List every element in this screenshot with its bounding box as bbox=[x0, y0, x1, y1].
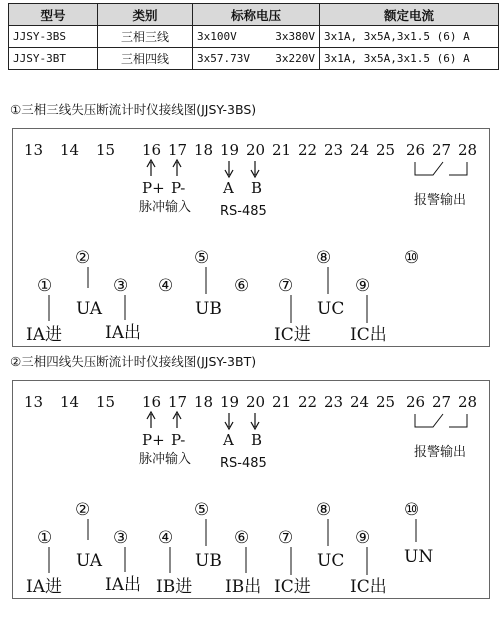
cell-category: 三相三线 bbox=[98, 26, 193, 48]
terminal-circle-6: ⑥ bbox=[234, 528, 250, 548]
terminal-circle-2: ② bbox=[75, 500, 91, 520]
arrow-up-icon bbox=[147, 412, 155, 428]
arrow-down-icon bbox=[251, 413, 259, 429]
terminal-19: 19 bbox=[220, 141, 240, 159]
terminal-circle-2: ② bbox=[75, 248, 91, 268]
pulse-minus-label: P- bbox=[171, 431, 186, 449]
arrow-down-icon bbox=[225, 161, 233, 177]
pulse-minus-label: P- bbox=[171, 179, 186, 197]
table-row bbox=[9, 26, 499, 48]
cell-model: JJSY-3BS bbox=[9, 26, 98, 48]
arrow-down-icon bbox=[251, 161, 259, 177]
terminal-circle-5: ⑤ bbox=[194, 248, 210, 268]
arrow-down-icon bbox=[225, 413, 233, 429]
rs485-b-label: B bbox=[251, 179, 263, 197]
label-ic-out: IC出 bbox=[350, 577, 387, 597]
terminal-circle-3: ③ bbox=[113, 276, 129, 296]
terminal-circle-1: ① bbox=[37, 276, 53, 296]
terminal-circle-7: ⑦ bbox=[278, 528, 294, 548]
terminal-15: 15 bbox=[96, 141, 116, 159]
arrow-up-icon bbox=[147, 160, 155, 176]
terminal-17: 17 bbox=[168, 141, 188, 159]
terminal-circle-10: ⑩ bbox=[404, 500, 420, 520]
terminal-circle-8: ⑧ bbox=[316, 248, 332, 268]
terminal-21: 21 bbox=[272, 141, 292, 159]
terminal-24: 24 bbox=[350, 141, 370, 159]
label-ia-in: IA进 bbox=[26, 325, 62, 345]
label-ub: UB bbox=[195, 299, 222, 319]
spec-header-row bbox=[9, 4, 499, 26]
label-ic-in: IC进 bbox=[274, 577, 311, 597]
rs485-b-label: B bbox=[251, 431, 263, 449]
terminal-16: 16 bbox=[142, 393, 162, 411]
alarm-relay-icon bbox=[415, 414, 467, 427]
label-ia-in: IA进 bbox=[26, 577, 62, 597]
pulse-plus-label: P+ bbox=[142, 179, 165, 197]
terminal-circle-3: ③ bbox=[113, 528, 129, 548]
alarm-relay-icon bbox=[415, 162, 467, 175]
pulse-plus-label: P+ bbox=[142, 431, 165, 449]
label-ib-in: IB进 bbox=[156, 577, 193, 597]
rs485-label: RS-485 bbox=[220, 456, 267, 471]
cell-current: 3x1A, 3x5A,3x1.5 (6) A bbox=[320, 26, 499, 48]
terminal-21: 21 bbox=[272, 393, 292, 411]
alarm-output-label: 报警输出 bbox=[414, 193, 467, 208]
terminal-14: 14 bbox=[60, 141, 80, 159]
terminal-17: 17 bbox=[168, 393, 188, 411]
terminal-circle-5: ⑤ bbox=[194, 500, 210, 520]
arrow-up-icon bbox=[173, 412, 181, 428]
alarm-output-label: 报警输出 bbox=[414, 445, 467, 460]
terminal-18: 18 bbox=[194, 141, 214, 159]
terminal-circle-9: ⑨ bbox=[355, 528, 371, 548]
terminal-15: 15 bbox=[96, 393, 116, 411]
cell-voltage-b: 3x220V bbox=[264, 48, 320, 70]
cell-voltage-b: 3x380V bbox=[264, 26, 320, 48]
label-un: UN bbox=[404, 547, 434, 567]
terminal-circle-4: ④ bbox=[158, 528, 174, 548]
cell-voltage-a: 3x57.73V bbox=[193, 48, 264, 70]
terminal-27: 27 bbox=[432, 393, 452, 411]
diagram2 bbox=[12, 380, 490, 599]
rs485-label: RS-485 bbox=[220, 204, 267, 219]
terminal-24: 24 bbox=[350, 393, 370, 411]
label-ic-in: IC进 bbox=[274, 325, 311, 345]
terminal-26: 26 bbox=[406, 393, 426, 411]
terminal-20: 20 bbox=[246, 141, 266, 159]
terminal-circle-4: ④ bbox=[158, 276, 174, 296]
terminal-25: 25 bbox=[376, 141, 396, 159]
label-ic-out: IC出 bbox=[350, 325, 387, 345]
terminal-circle-8: ⑧ bbox=[316, 500, 332, 520]
spec-table bbox=[8, 3, 499, 70]
pulse-input-label: 脉冲输入 bbox=[139, 200, 192, 215]
pulse-input-label: 脉冲输入 bbox=[139, 452, 192, 467]
label-ub: UB bbox=[195, 551, 222, 571]
diagram2-terminal-row bbox=[24, 393, 477, 411]
terminal-circle-6: ⑥ bbox=[234, 276, 250, 296]
header-category: 类别 bbox=[98, 4, 193, 26]
table-row bbox=[9, 48, 499, 70]
terminal-circle-9: ⑨ bbox=[355, 276, 371, 296]
terminal-18: 18 bbox=[194, 393, 214, 411]
header-voltage: 标称电压 bbox=[193, 4, 320, 26]
label-ua: UA bbox=[76, 551, 103, 571]
terminal-23: 23 bbox=[324, 141, 344, 159]
terminal-22: 22 bbox=[298, 393, 318, 411]
terminal-27: 27 bbox=[432, 141, 452, 159]
terminal-circle-10: ⑩ bbox=[404, 248, 420, 268]
terminal-16: 16 bbox=[142, 141, 162, 159]
terminal-19: 19 bbox=[220, 393, 240, 411]
label-ua: UA bbox=[76, 299, 103, 319]
label-uc: UC bbox=[317, 299, 345, 319]
diagram2-caption: ②三相四线失压断流计时仪接线图(JJSY-3BT) bbox=[10, 354, 257, 369]
terminal-13: 13 bbox=[24, 141, 44, 159]
cell-current: 3x1A, 3x5A,3x1.5 (6) A bbox=[320, 48, 499, 70]
rs485-a-label: A bbox=[223, 179, 234, 197]
terminal-23: 23 bbox=[324, 393, 344, 411]
cell-voltage-a: 3x100V bbox=[193, 26, 264, 48]
cell-category: 三相四线 bbox=[98, 48, 193, 70]
diagram1 bbox=[12, 128, 490, 347]
label-ia-out: IA出 bbox=[105, 323, 141, 343]
label-ia-out: IA出 bbox=[105, 575, 141, 595]
header-model: 型号 bbox=[9, 4, 98, 26]
header-current: 额定电流 bbox=[320, 4, 499, 26]
label-uc: UC bbox=[317, 551, 345, 571]
terminal-circle-1: ① bbox=[37, 528, 53, 548]
terminal-28: 28 bbox=[458, 141, 478, 159]
terminal-14: 14 bbox=[60, 393, 80, 411]
terminal-22: 22 bbox=[298, 141, 318, 159]
label-ib-out: IB出 bbox=[225, 577, 262, 597]
diagram1-terminal-row bbox=[24, 141, 477, 159]
cell-model: JJSY-3BT bbox=[9, 48, 98, 70]
diagram1-caption: ①三相三线失压断流计时仪接线图(JJSY-3BS) bbox=[10, 102, 257, 117]
terminal-25: 25 bbox=[376, 393, 396, 411]
terminal-circle-7: ⑦ bbox=[278, 276, 294, 296]
arrow-up-icon bbox=[173, 160, 181, 176]
terminal-28: 28 bbox=[458, 393, 478, 411]
terminal-20: 20 bbox=[246, 393, 266, 411]
terminal-13: 13 bbox=[24, 393, 44, 411]
terminal-26: 26 bbox=[406, 141, 426, 159]
rs485-a-label: A bbox=[223, 431, 234, 449]
